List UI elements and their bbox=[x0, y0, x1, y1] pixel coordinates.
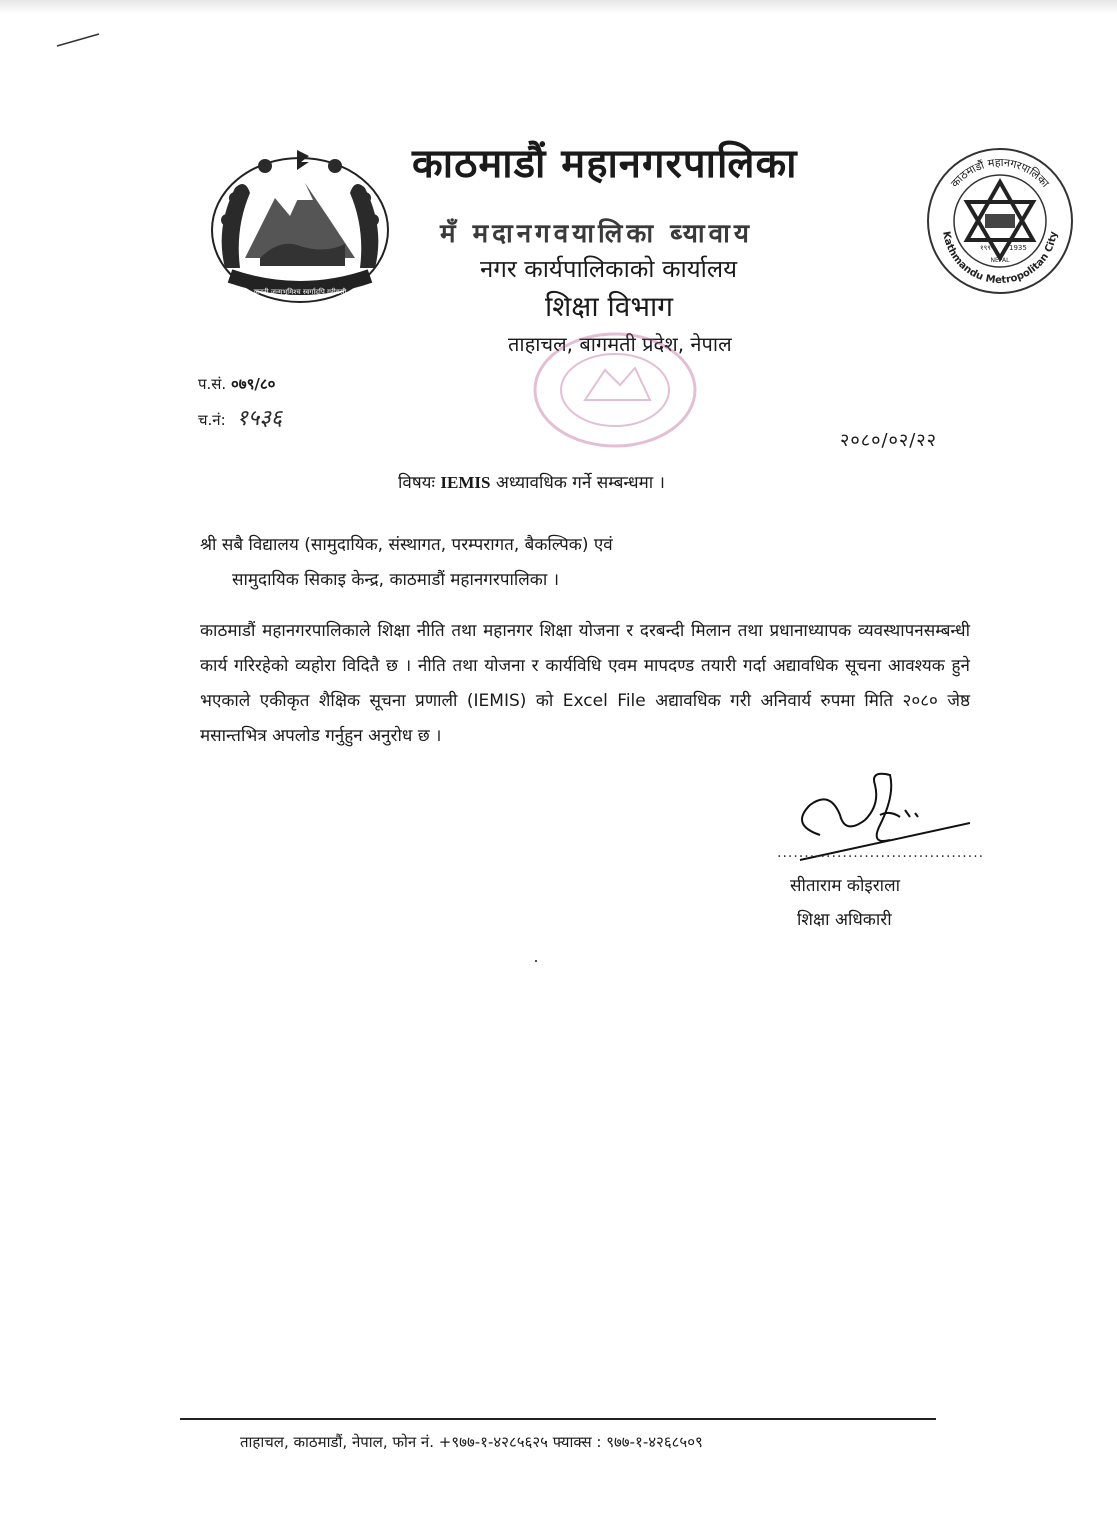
subject-keyword: IEMIS bbox=[440, 473, 491, 492]
subject-text: अध्यावधिक गर्ने सम्बन्धमा । bbox=[495, 473, 666, 493]
office-subtitle-stamped: मँ मदानगवयालिका ब्यावाय bbox=[440, 219, 753, 249]
scan-speck bbox=[535, 960, 537, 962]
office-address: ताहाचल, बागमती प्रदेश, नेपाल bbox=[508, 332, 732, 356]
seal-text-english: Kathmandu Metropolitan City bbox=[940, 230, 1060, 287]
signature-line: ...................................... bbox=[777, 845, 985, 861]
pen-stroke-mark bbox=[55, 30, 105, 50]
letter-body: काठमाडौं महानगरपालिकाले शिक्षा नीति तथा महानगर शिक्षा योजना र दरबन्दी मिलान तथा प्रधानाध्यापक व्यवस्थापनसम्बन्धी कार्य गरिरहेको व्यहोरा विदितै छ । नीति तथा योजना र कार्यविधि एवम मापदण्ड तयारी गर्दा अद्यावधिक सूचना आवश्यक हुने भएकाले एकीकृत शैक्षिक सूचना प्रणाली (IEMIS) को Excel File अद्यावधिक गरी अनिवार्य रुपमा मिति २०८० जेष्ठ मसान्तभित्र अपलोड गर्नुहुन अनुरोध छ । bbox=[200, 621, 970, 746]
emblem-motto: जननी जन्मभूमिश्च स्वर्गादपि गरीयसी bbox=[253, 288, 347, 296]
page-top-shade bbox=[0, 0, 1117, 14]
reference-number bbox=[198, 374, 275, 394]
seal-country: NEPAL bbox=[990, 257, 1010, 264]
recipient-line-2: सामुदायिक सिकाइ केन्द्र, काठमाडौं महानगरपालिका । bbox=[232, 570, 560, 590]
dispatch-value-handwritten: १५३६ bbox=[236, 406, 283, 431]
seal-year-left: १९९५ bbox=[980, 244, 995, 252]
reference-value: ०७९/८० bbox=[230, 375, 276, 393]
dispatch-number bbox=[198, 402, 282, 432]
dispatch-label: च.नं: bbox=[198, 411, 226, 429]
signatory-title: शिक्षा अधिकारी bbox=[797, 910, 892, 930]
kathmandu-metropolitan-seal-icon bbox=[925, 146, 1075, 296]
office-name: नगर कार्यपालिकाको कार्यालय bbox=[480, 255, 738, 283]
signatory-name: सीताराम कोइराला bbox=[790, 876, 901, 896]
footer-divider bbox=[180, 1418, 936, 1420]
faded-office-stamp-icon bbox=[525, 330, 705, 450]
reference-label: प.सं. bbox=[198, 375, 227, 393]
seal-text-nepali: काठमाडौं महानगरपालिका bbox=[948, 155, 1052, 191]
recipient-line-1: श्री सबै विद्यालय (सामुदायिक, संस्थागत, परम्परागत, बैकल्पिक) एवं bbox=[200, 535, 613, 555]
letter-subject bbox=[398, 470, 665, 493]
nepal-government-emblem-icon bbox=[205, 148, 395, 308]
seal-year-right: 1935 bbox=[1009, 244, 1027, 252]
footer-contact: ताहाचल, काठमाडौं, नेपाल, फोन नं. +९७७-१-४२८५६२५ फ्याक्स : ९७७-१-४२६८५०९ bbox=[240, 1433, 703, 1451]
department-name: शिक्षा विभाग bbox=[545, 290, 674, 323]
subject-label: विषयः bbox=[398, 473, 435, 493]
office-title: काठमाडौं महानगरपालिका bbox=[412, 141, 798, 187]
letter-date: २०८०/०२/२२ bbox=[840, 430, 938, 451]
